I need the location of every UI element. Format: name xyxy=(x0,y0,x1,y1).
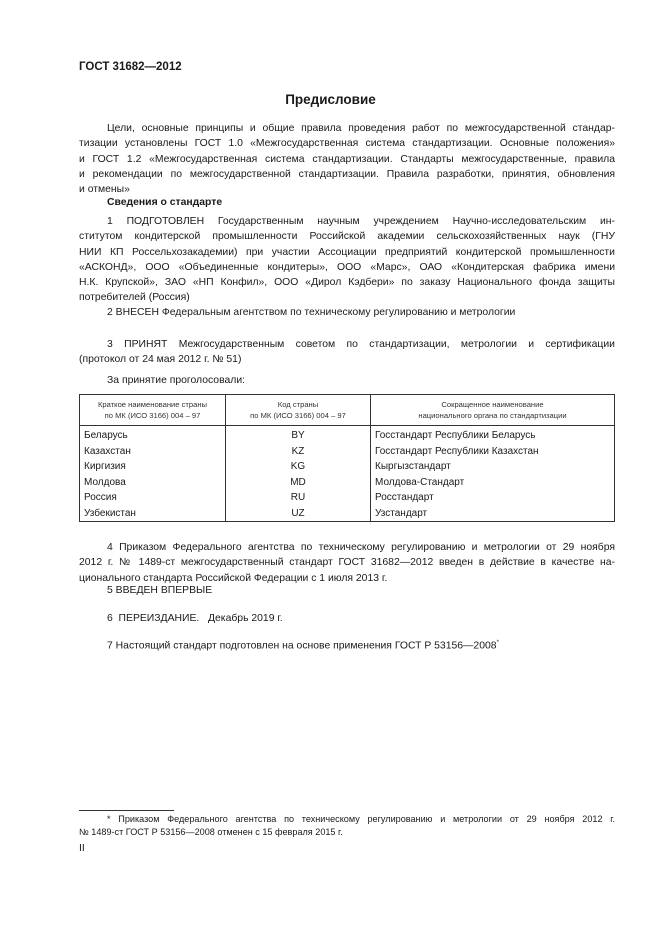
footnote-divider xyxy=(79,810,174,811)
table-row xyxy=(80,459,615,475)
votes-table-header xyxy=(80,395,615,426)
intro-line: и рекомендации по межгосударственной стандартизации. Правила разработки, принятия, обновления xyxy=(79,168,615,180)
table-row xyxy=(80,475,615,491)
document-code: ГОСТ 31682—2012 xyxy=(79,61,182,73)
votes-table xyxy=(79,394,615,522)
national-body: Молдова-Стандарт xyxy=(371,475,615,491)
item-4-paragraph xyxy=(79,540,615,586)
table-row xyxy=(80,444,615,460)
item-7-text: 7 Настоящий стандарт подготовлен на основе применения ГОСТ Р 53156—2008 xyxy=(107,640,497,652)
footnote xyxy=(79,813,615,839)
footnote-line: № 1489-ст ГОСТ Р 53156—2008 отменен с 15 февраля 2015 г. xyxy=(79,827,343,837)
item-1-paragraph xyxy=(79,214,615,306)
header-national-body: Сокращенное наименование национального органа по стандартизации xyxy=(371,395,615,426)
item-5: 5 ВВЕДЕН ВПЕРВЫЕ xyxy=(107,585,213,596)
table-row xyxy=(80,490,615,506)
item-1-line: «АСКОНД», ООО «Объединенные кондитеры», ООО «Марс», ОАО «Кондитерская фабрика имени xyxy=(79,261,615,273)
country-name: Молдова xyxy=(80,475,226,491)
item-4-line: ционального стандарта Российской Федерации с 1 июля 2013 г. xyxy=(79,572,388,584)
item-3-line: 3 ПРИНЯТ Межгосударственным советом по стандартизации, метрологии и сертификации xyxy=(107,339,615,350)
country-code: KG xyxy=(226,459,371,475)
national-body: Госстандарт Республики Беларусь xyxy=(371,426,615,444)
item-4-line: 2012 г. № 1489-ст межгосударственный стандарт ГОСТ 31682—2012 введен в действие в качестве на- xyxy=(79,557,615,569)
intro-line: и ГОСТ 1.2 «Межгосударственная система стандартизации. Стандарты межгосударственные, правила xyxy=(79,153,615,165)
item-3-paragraph xyxy=(79,337,615,368)
item-2: 2 ВНЕСЕН Федеральным агентством по техническому регулированию и метрологии xyxy=(107,307,516,318)
item-1-line: 1 ПОДГОТОВЛЕН Государственным научным учреждением Научно-исследовательским ин- xyxy=(107,216,615,227)
item-1-line: ститутом кондитерской промышленности Российской академии сельскохозяйственных наук (ГНУ xyxy=(79,231,615,243)
item-1-line: потребителей (Россия) xyxy=(79,292,190,304)
about-heading: Сведения о стандарте xyxy=(107,197,223,208)
item-4-line: 4 Приказом Федерального агентства по техническому регулированию и метрологии от 29 ноября xyxy=(107,542,615,553)
intro-line: тизации установлены ГОСТ 1.0 «Межгосударственная система стандартизации. Основные положения» xyxy=(79,138,615,150)
country-name: Казахстан xyxy=(80,444,226,460)
country-name: Россия xyxy=(80,490,226,506)
intro-paragraph xyxy=(79,121,615,197)
country-name: Беларусь xyxy=(80,426,226,444)
country-code: MD xyxy=(226,475,371,491)
country-code: BY xyxy=(226,426,371,444)
page-title: Предисловие xyxy=(285,92,376,107)
national-body: Кыргызстандарт xyxy=(371,459,615,475)
item-6: 6 ПЕРЕИЗДАНИЕ. Декабрь 2019 г. xyxy=(107,613,283,624)
national-body: Росстандарт xyxy=(371,490,615,506)
footnote-marker: * xyxy=(496,640,499,646)
table-row xyxy=(80,426,615,444)
country-name: Узбекистан xyxy=(80,506,226,522)
country-code: RU xyxy=(226,490,371,506)
intro-line: и отмены» xyxy=(79,184,130,196)
header-country-code: Код страны по МК (ИСО 3166) 004 – 97 xyxy=(226,395,371,426)
national-body: Госстандарт Республики Казахстан xyxy=(371,444,615,460)
item-3-line: (протокол от 24 мая 2012 г. № 51) xyxy=(79,354,242,366)
page-number: II xyxy=(79,843,85,854)
table-row xyxy=(80,506,615,522)
footnote-line: * Приказом Федерального агентства по техническому регулированию и метрологии от 29 ноября 2012 г. xyxy=(107,814,615,824)
country-code: KZ xyxy=(226,444,371,460)
national-body: Узстандарт xyxy=(371,506,615,522)
country-code: UZ xyxy=(226,506,371,522)
item-1-line: Н.К. Крупской», ЗАО «НП Конфил», ООО «Дирол Кэдбери» по заказу Национального фонда защиты xyxy=(79,277,615,289)
country-name: Киргизия xyxy=(80,459,226,475)
header-country-name: Краткое наименование страны по МК (ИСО 3166) 004 – 97 xyxy=(80,395,226,426)
item-7 xyxy=(107,640,499,651)
intro-line: Цели, основные принципы и общие правила проведения работ по межгосударственной стандар- xyxy=(107,123,615,134)
votes-intro: За принятие проголосовали: xyxy=(107,375,246,386)
item-1-line: НИИ КП Россельхозакадемии) при участии Ассоциации предприятий кондитерской промышленности xyxy=(79,246,615,258)
